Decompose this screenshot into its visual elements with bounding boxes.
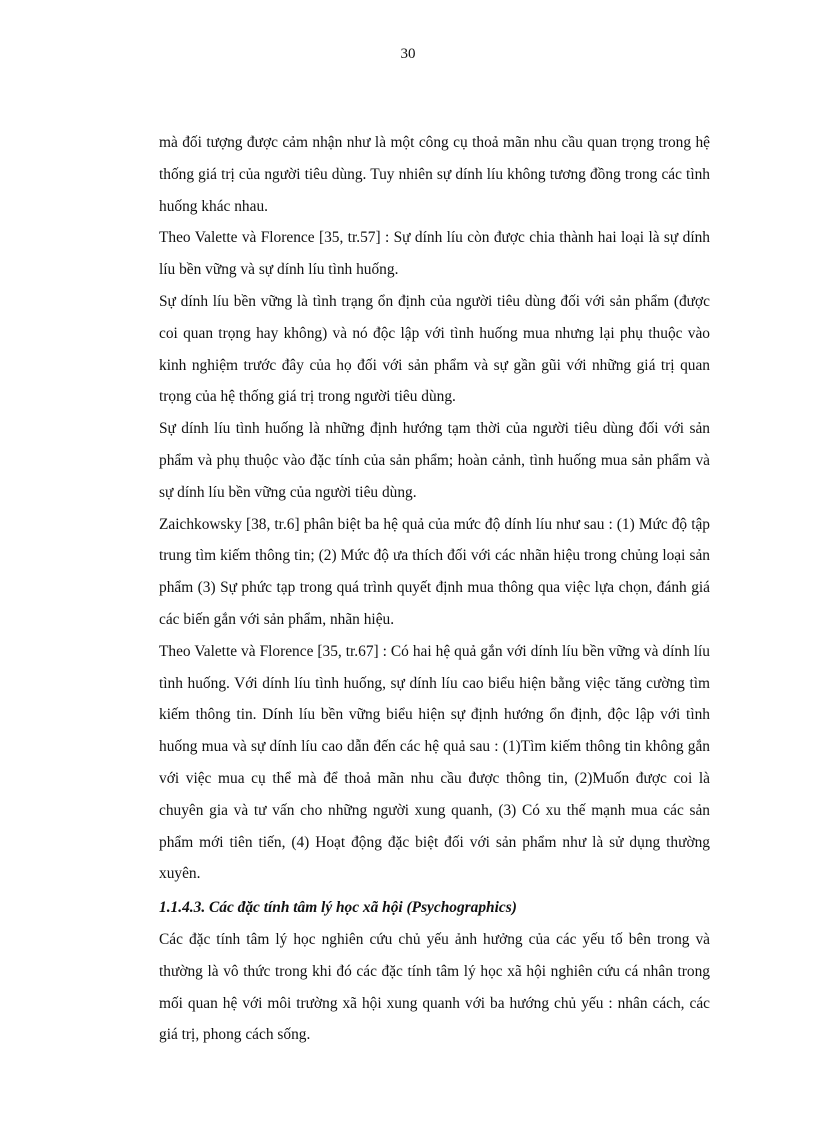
document-body [159, 127, 710, 1051]
paragraph-valette-consequences: Theo Valette và Florence [35, tr.67] : Có hai hệ quả gắn với dính líu bền vững và dính líu tình huống. Với dính líu tình huống, sự dính líu cao biểu hiện bằng việc tăng cường tìm kiếm thông tin. Dính líu bền vững biểu hiện sự định hướng ổn định, độc lập với tình huống mua và sự dính líu cao dẫn đến các hệ quả sau : (1)Tìm kiếm thông tin không gắn với việc mua cụ thể mà để thoả mãn nhu cầu được thông tin, (2)Muốn được coi là chuyên gia và tư vấn cho những người xung quanh, (3) Có xu thế mạnh mua các sản phẩm mới tiên tiến, (4) Hoạt động đặc biệt đối với sản phẩm như là sử dụng thường xuyên. [159, 642, 710, 883]
paragraph-zaichkowsky-consequences: Zaichkowsky [38, tr.6] phân biệt ba hệ quả của mức độ dính líu như sau : (1) Mức độ tập trung tìm kiếm thông tin; (2) Mức độ ưa thích đối với các nhãn hiệu trong chủng loại sản phẩm (3) Sự phức tạp trong quá trình quyết định mua thông qua việc lựa chọn, đánh giá các biến gắn với sản phẩm, nhãn hiệu. [159, 515, 710, 628]
page-number: 30 [400, 46, 416, 62]
paragraph-psychographics: Các đặc tính tâm lý học nghiên cứu chủ yếu ảnh hưởng của các yếu tố bên trong và thường là vô thức trong khi đó các đặc tính tâm lý học xã hội nghiên cứu cá nhân trong mối quan hệ với môi trường xã hội xung quanh với ba hướng chủ yếu : nhân cách, các giá trị, phong cách sống. [159, 930, 710, 1044]
section-heading: 1.1.4.3. Các đặc tính tâm lý học xã hội (Psychographics) [159, 899, 517, 917]
paragraph-involvement-intro: mà đối tượng được cảm nhận như là một công cụ thoả mãn nhu cầu quan trọng trong hệ thống giá trị của người tiêu dùng. Tuy nhiên sự dính líu không tương đồng trong các tình huống khác nhau. [159, 134, 710, 215]
paragraph-valette-types: Theo Valette và Florence [35, tr.57] : Sự dính líu còn được chia thành hai loại là sự dính líu bền vững và sự dính líu tình huống. [159, 229, 710, 279]
paragraph-enduring-involvement: Sự dính líu bền vững là tình trạng ổn định của người tiêu dùng đối với sản phẩm (được coi quan trọng hay không) và nó độc lập với tình huống mua nhưng lại phụ thuộc vào kinh nghiệm trước đây của họ đối với sản phẩm và sự gần gũi với những giá trị quan trọng của hệ thống giá trị trong người tiêu dùng. [159, 292, 710, 406]
paragraph-situational-involvement: Sự dính líu tình huống là những định hướng tạm thời của người tiêu dùng đối với sản phẩm và phụ thuộc vào đặc tính của sản phẩm; hoàn cảnh, tình huống mua sản phẩm và sự dính líu bền vững của người tiêu dùng. [159, 420, 710, 501]
